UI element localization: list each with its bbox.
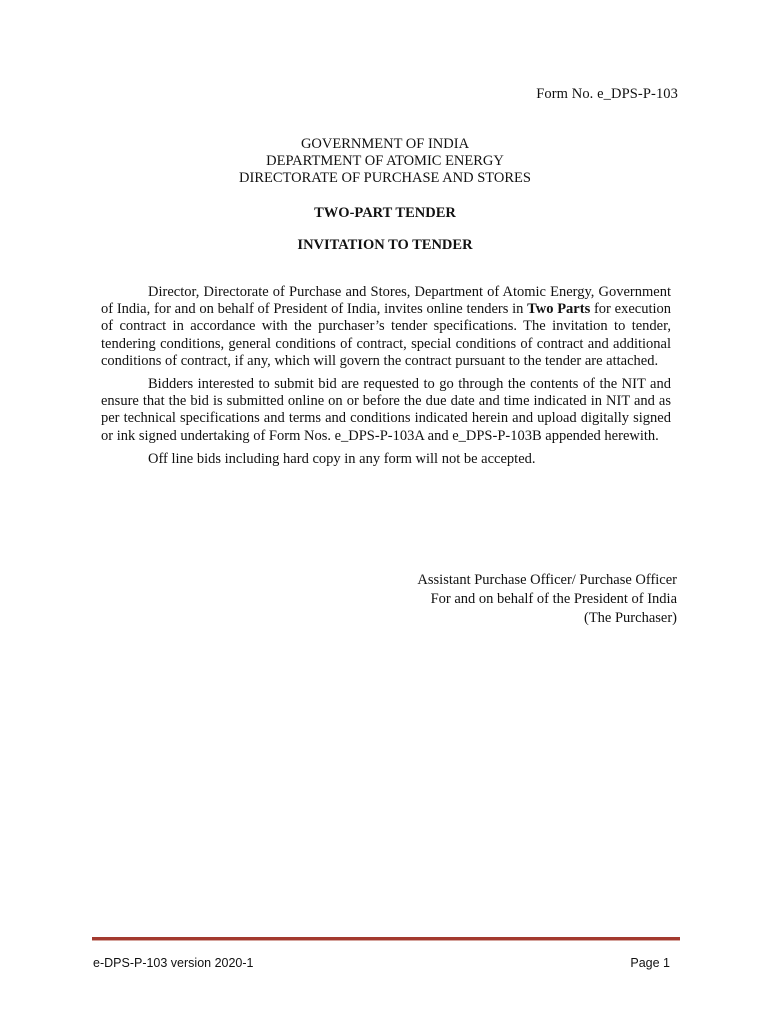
paragraph-bidders: Bidders interested to submit bid are requested to go through the contents of the NIT and ensure that the bid is submitted online on or before the due date and time indicated in NIT and as per technical specifications and terms and conditions indicated herein and upload digitally signed or ink signed undertaking of Form Nos. e_DPS-P-103A and e_DPS-P-103B appended herewith. <box>101 376 671 444</box>
signature-block <box>417 571 677 628</box>
signature-behalf: For and on behalf of the President of India <box>430 591 677 607</box>
tender-type-title: TWO-PART TENDER <box>314 205 456 221</box>
paragraph-invitation <box>101 284 671 370</box>
header-department: DEPARTMENT OF ATOMIC ENERGY <box>266 153 504 169</box>
signature-designation: Assistant Purchase Officer/ Purchase Officer <box>417 572 677 588</box>
header-government: GOVERNMENT OF INDIA <box>300 136 470 152</box>
paragraph-invitation-part2: for execution of contract in accordance with the purchaser’s tender specifications. The invitation to tender, tendering conditions, general conditions of contract, special conditions of contract and additional conditions of contract, if any, which will govern the contract pursuant to the tender are attached. <box>101 301 672 369</box>
body-text <box>101 284 671 474</box>
form-number: Form No. e_DPS-P-103 <box>536 86 678 102</box>
header-directorate: DIRECTORATE OF PURCHASE AND STORES <box>239 170 531 186</box>
footer-divider <box>92 937 680 941</box>
paragraph-offline-bids: Off line bids including hard copy in any form will not be accepted. <box>148 450 536 467</box>
paragraph-invitation-bold: Two Parts <box>527 301 591 318</box>
page-number: Page 1 <box>630 956 670 970</box>
paragraph-invitation-part1: Director, Directorate of Purchase and Stores, Department of Atomic Energy, Government of India, for and on behalf of President of India, invites online tenders in <box>101 284 671 318</box>
invitation-title: INVITATION TO TENDER <box>297 237 473 253</box>
letterhead <box>100 136 670 187</box>
footer-version: e-DPS-P-103 version 2020-1 <box>93 956 254 970</box>
signature-purchaser: (The Purchaser) <box>584 610 677 626</box>
